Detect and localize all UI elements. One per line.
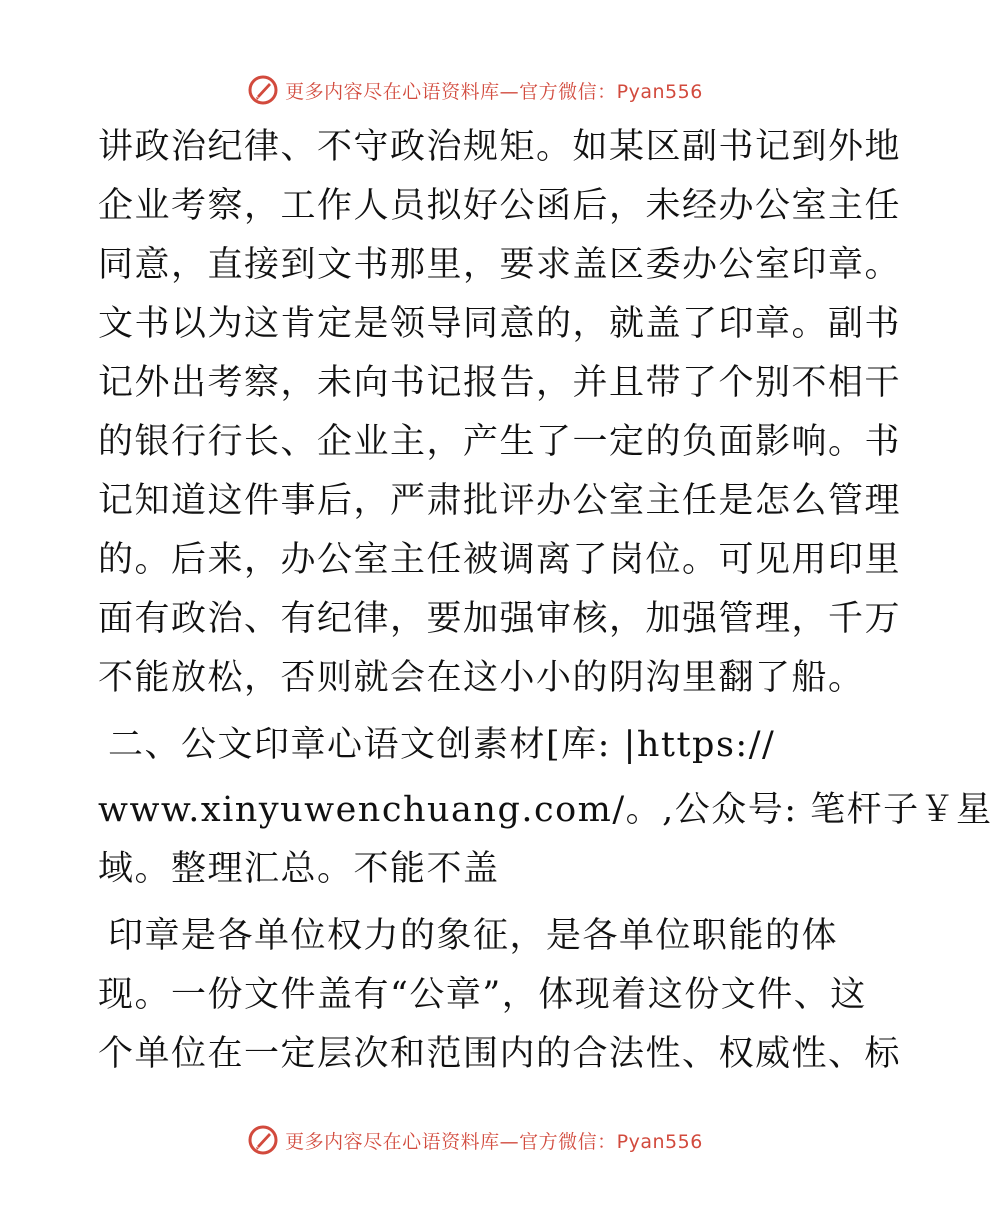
text-line: 的。后来，办公室主任被调离了岗位。可见用印里 [98, 540, 902, 580]
text-line: 记知道这件事后，严肃批评办公室主任是怎么管理 [98, 481, 902, 521]
heading-line: www.xinyuwenchuang.com/。,公众号: 笔杆子￥星 [98, 790, 993, 830]
text-line: 面有政治、有纪律，要加强审核，加强管理，千万 [98, 599, 902, 639]
text-line: 不能放松，否则就会在这小小的阴沟里翻了船。 [98, 658, 865, 698]
text-line: 现。一份文件盖有“公章”，体现着这份文件、这 [98, 975, 867, 1015]
brush-logo-icon [247, 1124, 279, 1156]
brush-logo-icon [247, 74, 279, 106]
text-line: 个单位在一定层次和范围内的合法性、权威性、标 [98, 1034, 902, 1074]
section-heading-2 [98, 716, 993, 899]
heading-line: 二、公文印章心语文创素材[库: |https:// [108, 725, 776, 765]
paragraph-3 [98, 907, 902, 1084]
watermark-banner-bottom [0, 1120, 950, 1160]
paragraph-1 [98, 118, 902, 708]
watermark-text: 更多内容尽在心语资料库—官方微信：Pyan556 [285, 1130, 703, 1153]
text-line: 企业考察，工作人员拟好公函后，未经办公室主任 [98, 186, 902, 226]
watermark-banner-top [0, 70, 950, 110]
document-body [98, 118, 993, 1084]
text-line: 记外出考察，未向书记报告，并且带了个别不相干 [98, 363, 902, 403]
heading-line: 域。整理汇总。不能不盖 [98, 849, 500, 889]
watermark-text: 更多内容尽在心语资料库—官方微信：Pyan556 [285, 80, 703, 103]
text-line: 同意，直接到文书那里，要求盖区委办公室印章。 [98, 245, 902, 285]
text-line: 的银行行长、企业主，产生了一定的负面影响。书 [98, 422, 902, 462]
text-line: 讲政治纪律、不守政治规矩。如某区副书记到外地 [98, 127, 902, 167]
text-line: 印章是各单位权力的象征，是各单位职能的体 [108, 916, 839, 956]
text-line: 文书以为这肯定是领导同意的，就盖了印章。副书 [98, 304, 902, 344]
